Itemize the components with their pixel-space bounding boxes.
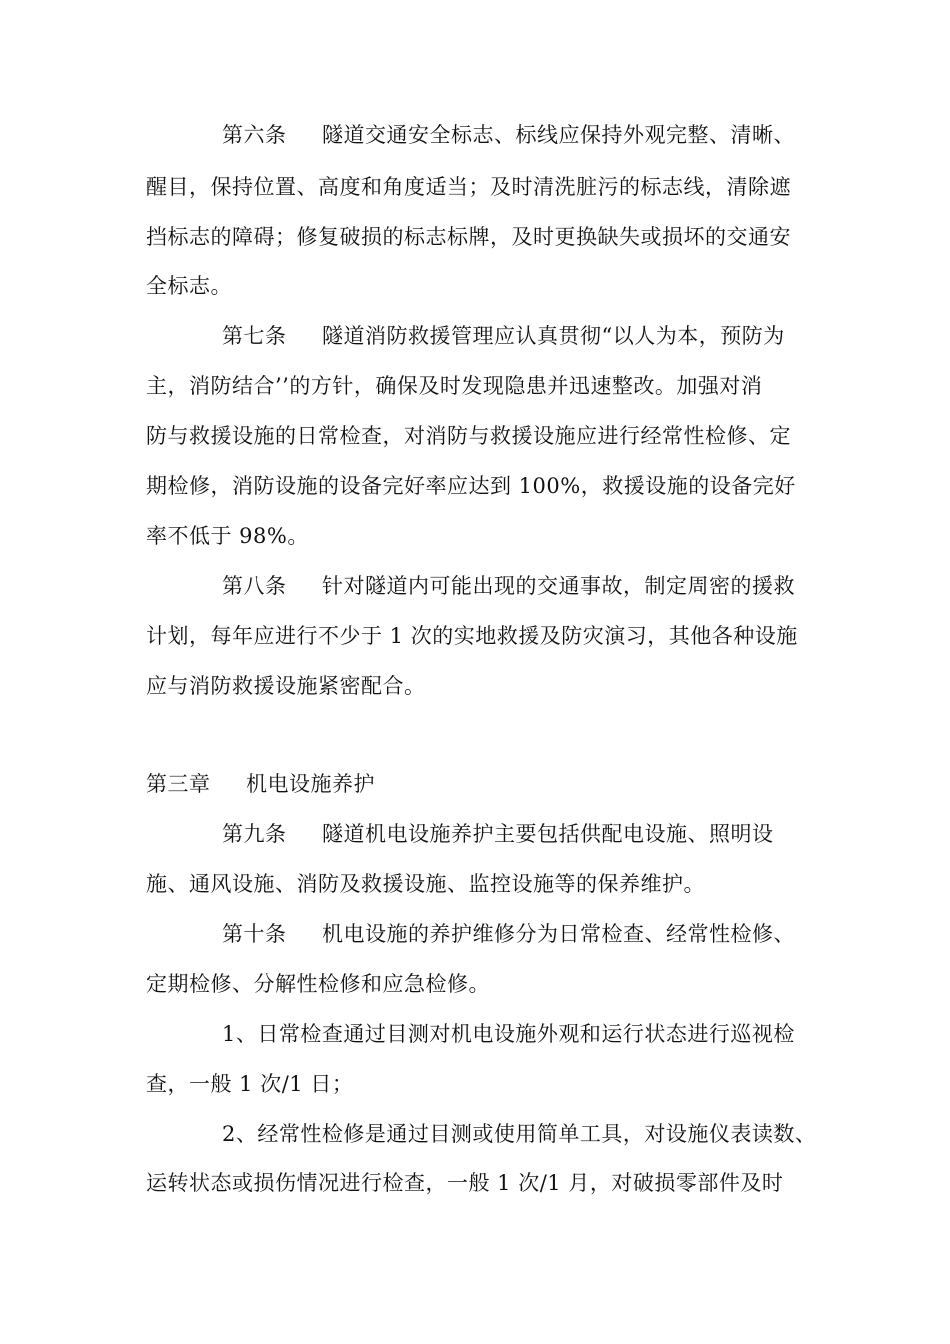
- article-6-label: 第六条: [222, 123, 287, 147]
- article-6-line-4: 全标志。: [146, 274, 232, 298]
- article-6-line-1: [222, 120, 795, 150]
- article-9-label: 第九条: [222, 822, 287, 846]
- article-7-text-1: 隧道消防救援管理应认真贯彻“以人为本，预防为: [322, 324, 785, 348]
- article-6-line-2: 醒目，保持位置、高度和角度适当；及时清洗脏污的标志线，清除遮: [146, 175, 791, 199]
- article-7-label: 第七条: [222, 324, 287, 348]
- chapter-3-label: 第三章: [146, 772, 211, 796]
- item-2-line-2: 运转状态或损伤情况进行检查，一般 1 次/1 月，对破损零部件及时: [146, 1171, 784, 1195]
- article-7-line-1: [222, 321, 785, 351]
- article-8-line-3: 应与消防救援设施紧密配合。: [146, 674, 426, 698]
- article-6-line-3: 挡标志的障碍；修复破损的标志标牌，及时更换缺失或损坏的交通安: [146, 225, 791, 249]
- article-8-line-2: 计划，每年应进行不少于 1 次的实地救援及防灾演习，其他各种设施: [146, 624, 798, 648]
- article-8-line-1: [222, 571, 795, 601]
- article-9-line-2: 施、通风设施、消防及救援设施、监控设施等的保养维护。: [146, 872, 705, 896]
- article-7-line-4: 期检修，消防设施的设备完好率应达到 100%，救援设施的设备完好: [146, 474, 796, 498]
- article-10-text-1: 机电设施的养护维修分为日常检查、经常性检修、: [322, 922, 795, 946]
- item-2-line-1: 2、经常性检修是通过目测或使用简单工具，对设施仪表读数、: [222, 1122, 817, 1146]
- chapter-3-heading: [146, 769, 375, 799]
- chapter-3-title: 机电设施养护: [246, 772, 375, 796]
- article-9-text-1: 隧道机电设施养护主要包括供配电设施、照明设: [322, 822, 774, 846]
- article-6-text-1: 隧道交通安全标志、标线应保持外观完整、清晰、: [322, 123, 795, 147]
- article-10-label: 第十条: [222, 922, 287, 946]
- article-7-line-2: 主，消防结合’’的方针，确保及时发现隐患并迅速整改。加强对消: [146, 374, 763, 398]
- item-1-line-2: 查，一般 1 次/1 日；: [146, 1072, 354, 1096]
- article-8-label: 第八条: [222, 574, 287, 598]
- article-7-line-3: 防与救援设施的日常检查，对消防与救援设施应进行经常性检修、定: [146, 424, 791, 448]
- item-1-line-1: 1、日常检查通过目测对机电设施外观和运行状态进行巡视检: [222, 1022, 795, 1046]
- article-7-line-5: 率不低于 98%。: [146, 524, 309, 548]
- article-8-text-1: 针对隧道内可能出现的交通事故，制定周密的援救: [322, 574, 795, 598]
- article-10-line-2: 定期检修、分解性检修和应急检修。: [146, 972, 490, 996]
- article-10-line-1: [222, 919, 795, 949]
- article-9-line-1: [222, 819, 774, 849]
